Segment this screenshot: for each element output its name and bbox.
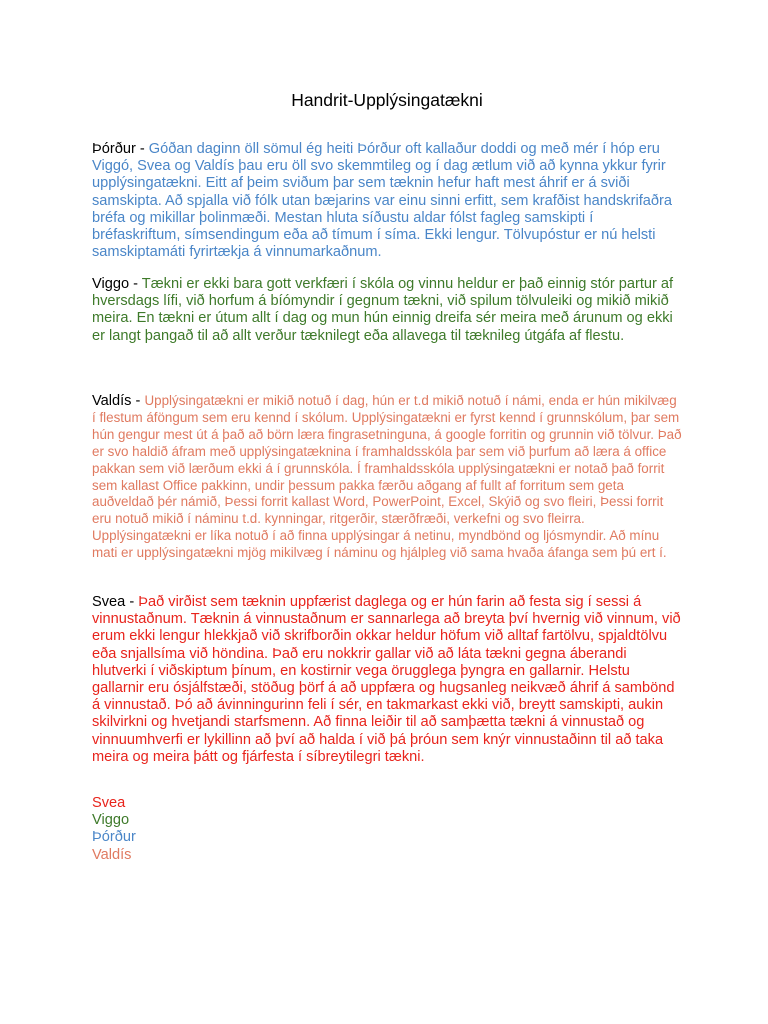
speaker-separator: -: [135, 141, 149, 157]
signature-svea: Svea: [92, 795, 126, 811]
speaker-label: Þórður: [92, 141, 136, 157]
document-title: Handrit-Upplýsingatækni: [291, 90, 483, 110]
speaker-separator: -: [131, 393, 145, 409]
speaker-label: Svea: [92, 594, 126, 610]
section-thordur: [92, 141, 682, 261]
section-viggo: [92, 276, 682, 345]
signature-valdis: Valdís: [92, 846, 132, 863]
section-valdis: [92, 393, 682, 562]
signature-viggo: Viggo: [92, 812, 130, 829]
signature-list: [92, 795, 136, 864]
section-text: Góðan daginn öll sömul ég heiti Þórður oft kallaður doddi og með mér í hóp eru Viggó, Svea og Valdís þau eru öll svo skemmtileg og í dag ætlum við að kynna ykkur fyrir upplýsingatækni. Eitt af þeim sviðum þar sem tæknin hefur haft mest áhrif er á sviði samskipta. Að spjalla við fólk utan bæjarins var einu sinni erfitt, sem krafðist handskrifaðra bréfa og mikillar þolinmæði. Mestan hluta síðustu aldar fólst fagleg samskipti í bréfaskriftum, símsendingum eða að tímum í síma. Ekki lengur. Tölvupóstur er nú helsti samskiptamáti fyrirtækja á vinnumarkaðnum.: [92, 141, 672, 261]
speaker-label: Valdís: [92, 393, 132, 409]
signature-thordur: Þórður: [92, 829, 136, 846]
speaker-separator: -: [129, 276, 142, 292]
section-svea: [92, 594, 682, 766]
section-text: Það virðist sem tæknin uppfærist daglega og er hún farin að festa sig í sessi á vinnustaðnum. Tæknin á vinnustaðnum er sannarlega að breyta því hvernig við vinnum, við erum ekki lengur hlekkjað við skrifborðin okkar heldur höfum við alltaf fartölvu, spjaldtölvu eða snjallsíma við höndina. Það eru nokkrir gallar við að láta tækni gegna áberandi hlutverki í viðskiptum þínum, en kostirnir vega örugglega þyngra en gallarnir. Helstu gallarnir eru ósjálfstæði, stöðug þörf á að uppfæra og hugsanleg neikvæð áhrif á sambönd á vinnustað. Þó að ávinningurinn feli í sér, en takmarkast ekki við, breytt samskipti, aukin skilvirkni og hvetjandi starfsmenn. Að finna leiðir til að samþætta tækni á vinnustað og vinnuumhverfi er lykillinn að því að halda í við þá þróun sem knýr vinnustaðinn til að taka meira og meira þátt og fjárfesta í síbreytilegri tækni.: [92, 594, 681, 765]
section-text: Upplýsingatækni er mikið notuð í dag, hún er t.d mikið notuð í námi, enda er hún mikilvæg í flestum áföngum sem eru kennd í skólum. Upplýsingatækni er fyrst kennd í grunnskólum, þar sem hún gengur mest út á það að börn læra fingrasetninguna, á google forritin og grunnin við tölvur. Það er svo haldið áfram með upplýsingatæknina í framhaldsskóla þar sem við þurfum að læra á office pakkan sem við lærðum ekki á í grunnskóla. Í framhaldsskóla upplýsingatækni er notað það forrit sem kallast Office pakkinn, undir þessum pakka færðu aðgang af fullt af forritum sem geta auðveldað þér námið, Þessi forrit kallast Word, PowerPoint, Excel, Skýið og svo fleiri, Þessi forrit eru notuð mikið í náminu t.d. kynningar, ritgerðir, stærðfræði, verkefni og svo fleirra. Upplýsingatækni er líka notuð í að finna upplýsingar á netinu, myndbönd og ljósmyndir. Að mínu mati er upplýsingatækni mjög mikilvæg í náminu og hjálpleg við sama hvaða áfanga sem þú ert í.: [92, 393, 682, 561]
speaker-label: Viggo: [92, 276, 130, 292]
section-text: Tækni er ekki bara gott verkfæri í skóla og vinnu heldur er það einnig stór partur af hversdags lífi, við horfum á bíómyndir í gegnum tækni, við spilum tölvuleiki og mikið mikið meira. En tækni er útum allt í dag og mun hún einnig dreifa sér meira með árunum og ekki er langt þangað til að allt verður tæknilegt eða allavega til tæknileg útgáfa af flestu.: [92, 276, 674, 344]
speaker-separator: -: [125, 594, 139, 610]
